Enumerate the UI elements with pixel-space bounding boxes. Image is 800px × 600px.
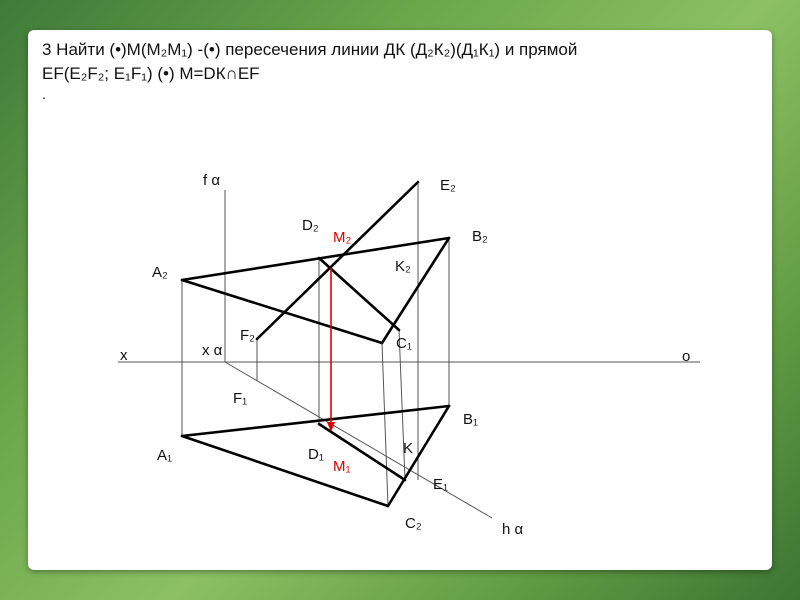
label-a1: A₁ (157, 447, 173, 464)
label-b1: B₁ (463, 411, 479, 428)
label-f-alpha: f α (203, 172, 221, 189)
label-m1: M₁ (333, 458, 351, 475)
label-c1: C₁ (396, 335, 412, 352)
a2-c1-edge (182, 280, 382, 343)
label-c2: C₂ (405, 515, 422, 532)
label-m2: M₂ (333, 229, 352, 246)
label-d2: D₂ (302, 217, 319, 234)
task-line-1: 3 Найти (•)М(М₂М₁) -(•) пересечения линии ДК (Д₂К₂)(Д₁К₁) и прямой (42, 40, 578, 59)
label-e1: E₁ (433, 476, 449, 493)
c-projection-link (382, 343, 388, 506)
label-e2: E₂ (440, 177, 456, 194)
label-f1: F₁ (233, 390, 248, 407)
b2-c1-edge (382, 238, 449, 343)
h-alpha-trace (225, 362, 492, 518)
task-line-2: ЕF(Е₂F₂; Е₁F₁) (•) М=DК∩ЕF (42, 64, 260, 83)
task-line-3: . (42, 86, 46, 102)
label-h-alpha: h α (502, 521, 524, 538)
label-a2: A₂ (152, 264, 168, 281)
label-d1: D₁ (308, 446, 324, 463)
k-projection-link (399, 330, 405, 480)
d1-k-line (319, 424, 405, 480)
label-f2: F₂ (240, 327, 255, 344)
label-k: K (403, 440, 414, 457)
a1-c2-edge (182, 436, 388, 506)
label-x: x (120, 347, 128, 364)
label-o: o (682, 348, 691, 365)
label-x-alpha: x α (202, 342, 223, 359)
a1-b1-edge (182, 406, 449, 436)
e2-f2-line (257, 182, 418, 339)
label-k2: K₂ (395, 258, 411, 275)
label-b2: B₂ (472, 228, 488, 245)
